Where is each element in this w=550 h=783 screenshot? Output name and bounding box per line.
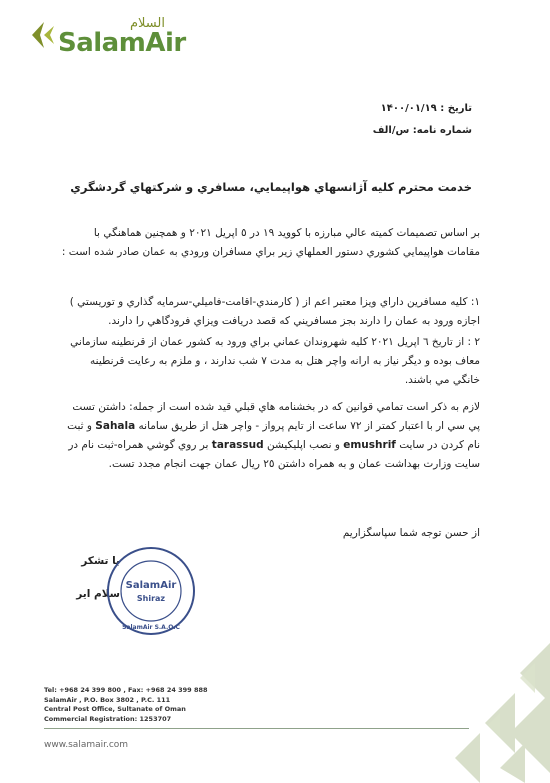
signature-regards: با تشكر (81, 555, 120, 567)
letter-footer (44, 686, 208, 724)
emushrif-term: emushrif (343, 439, 396, 451)
letter-reference: شماره نامه: س/الف (372, 125, 472, 136)
stamp-company: SalamAir S.A.O.C (122, 624, 180, 631)
letter-greeting: خدمت محترم كليه آژانسهاي هواپيمايي، مسافري و شركتهاي گردشگري (70, 180, 472, 194)
requirements-text-d: بر روي گوشي همراه-ثبت نام در سايت وزارت بهداشت عمان و به همراه داشتن ٢٥ ريال عمان جهت انجام مجدد تست. (68, 439, 480, 470)
signature-company: سلام اير (76, 588, 120, 600)
letter-date: تاريخ : ۱۴۰۰/۰۱/۱۹ (380, 103, 472, 114)
requirements-text-b: و ثبت نام كردن در سايت (67, 420, 480, 451)
logo-latin: SalamAir (58, 28, 186, 58)
closing-thanks: از حسن توجه شما سپاسگزاريم (342, 527, 480, 539)
salamair-chevron-icon (30, 20, 56, 50)
footer-registration: Commercial Registration: 1253707 (44, 714, 172, 723)
decorative-pattern (440, 633, 550, 783)
requirements-text-c: و نصب اپليكيشن (267, 439, 340, 451)
logo-arabic: السلام (130, 16, 165, 31)
stamp-brand: SalamAir (125, 580, 177, 591)
footer-pobox: SalamAir , P.O. Box 3802 , P.C. 111 (44, 695, 171, 704)
requirements-text-a: لازم به ذكر است تمامي قوانين كه در بخشنامه هاي قبلي قيد شده است از جمله: داشتن تست پي سي ار با اعتبار كمتر از ٧٢ ساعت از تايم پرواز - واچر هتل از طريق سامانه (72, 401, 480, 432)
salamair-logo (30, 16, 230, 56)
tarassud-term: tarassud (211, 439, 264, 451)
paragraph-item-1: ١: كليه مسافرين داراي ويزا معتبر اعم از ( كارمندي-اقامت-فاميلي-سرمايه گذاري و توريستي ) اجازه ورود به عمان را دارند بجز مسافريني كه قصد دريافت ويزاي فرودگاهي را دارند. (69, 296, 480, 327)
footer-tel: Tel: +968 24 399 800 , Fax: +968 24 399 888 (44, 686, 208, 694)
footer-divider (44, 728, 469, 729)
paragraph-intro: بر اساس تصميمات كميته عالي مبارزه با كوويد ١٩ در ٥ اپريل ٢٠٢١ و همچنين هماهنگي با مقامات هواپيمايي كشوري دستور العملهاي زير براي مسافران ورودي به عمان صادر شده است : (61, 227, 480, 258)
paragraph-requirements (60, 398, 480, 474)
stamp-city: Shiraz (136, 594, 166, 603)
paragraph-item-2: ٢ : از تاريخ ٦ اپريل ٢٠٢١ كليه شهروندان عماني براي ورود به كشور عمان از قرنطينه سازماني معاف بوده و ديگر نياز به ارانه واچر هتل به مدت ٧ شب ندارند ، و ملزم به رعايت قرنطينه خانگي مي باشند. (70, 336, 480, 386)
footer-address: Central Post Office, Sultanate of Oman (44, 705, 186, 713)
footer-website: www.salamair.com (44, 740, 129, 750)
company-stamp (105, 545, 197, 637)
sahala-term: Sahala (95, 420, 136, 432)
